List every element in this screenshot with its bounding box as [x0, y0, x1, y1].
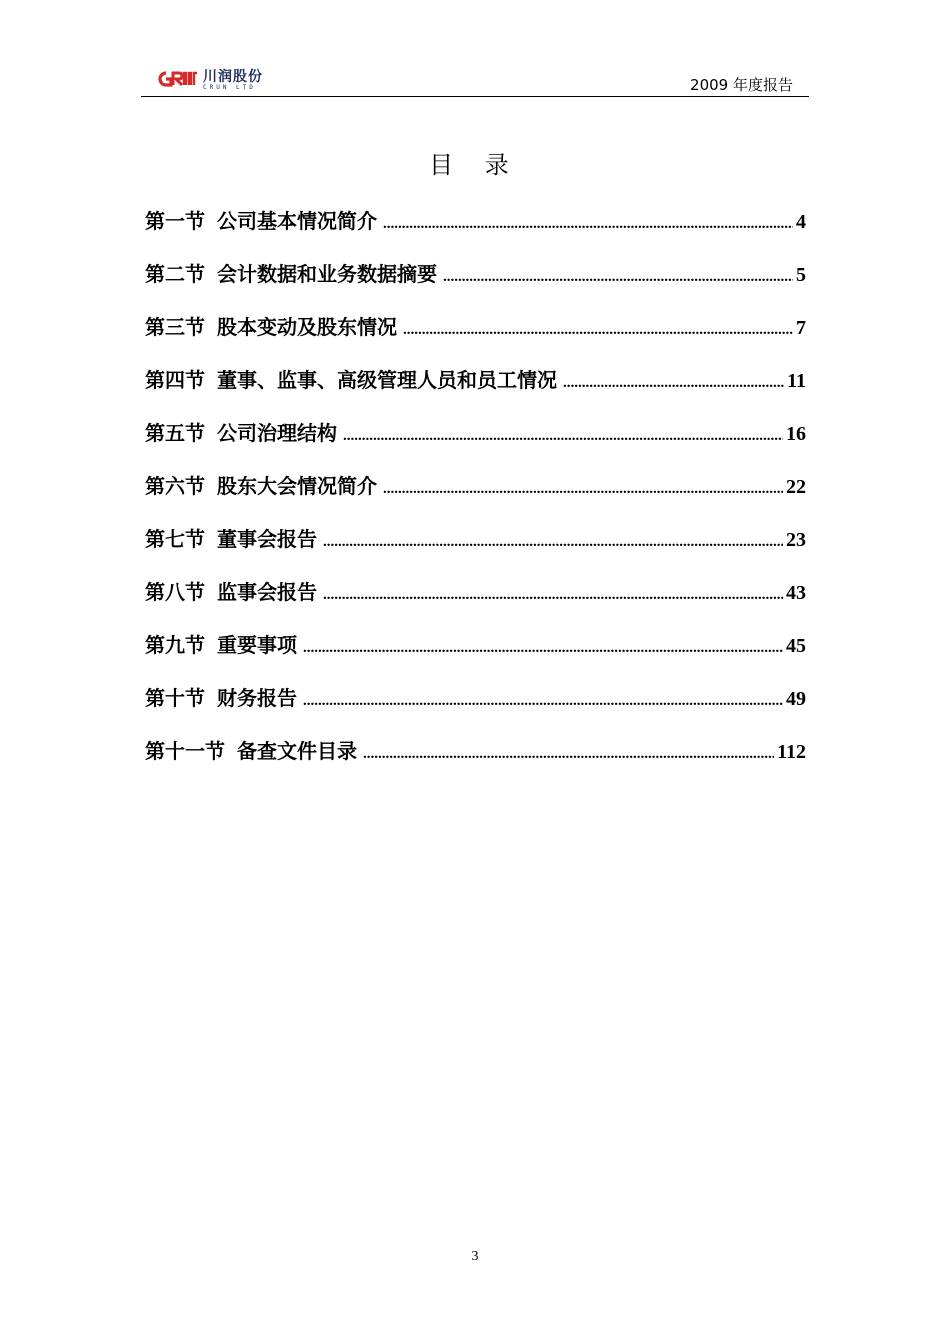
toc-section-title: 监事会报告 — [217, 580, 317, 604]
toc-entry[interactable] — [145, 523, 806, 576]
toc-section-title: 董事、监事、高级管理人员和员工情况 — [217, 368, 557, 392]
toc-section-title: 公司治理结构 — [217, 421, 337, 445]
toc-leader-dots — [383, 481, 783, 498]
toc-leader-dots — [383, 216, 793, 233]
toc-heading: 目 录 — [429, 151, 521, 179]
table-of-contents — [145, 205, 806, 788]
toc-leader-dots — [323, 587, 783, 604]
page-header — [141, 66, 809, 97]
toc-section-title: 公司基本情况简介 — [217, 209, 377, 233]
toc-entry[interactable] — [145, 470, 806, 523]
company-logo — [157, 70, 263, 90]
toc-leader-dots — [403, 322, 793, 339]
toc-section-title: 股东大会情况简介 — [217, 474, 377, 498]
toc-section-number: 第四节 — [145, 368, 205, 392]
toc-page-number: 112 — [777, 741, 806, 763]
logo-chinese-name: 川润股份 — [203, 69, 263, 85]
toc-entry[interactable] — [145, 576, 806, 629]
toc-section-title: 财务报告 — [217, 686, 297, 710]
toc-section-number: 第三节 — [145, 315, 205, 339]
toc-page-number: 43 — [786, 582, 806, 604]
toc-leader-dots — [563, 375, 784, 392]
toc-entry[interactable] — [145, 629, 806, 682]
toc-page-number: 23 — [786, 529, 806, 551]
toc-page-number: 4 — [796, 211, 806, 233]
toc-section-title: 备查文件目录 — [237, 739, 357, 763]
toc-page-number: 7 — [796, 317, 806, 339]
toc-page-number: 22 — [786, 476, 806, 498]
toc-section-number: 第十一节 — [145, 739, 225, 763]
toc-leader-dots — [363, 746, 774, 763]
logo-english-name: CRUN LTD — [203, 84, 256, 91]
toc-leader-dots — [303, 640, 783, 657]
toc-section-number: 第六节 — [145, 474, 205, 498]
toc-section-number: 第二节 — [145, 262, 205, 286]
toc-page-number: 11 — [787, 370, 806, 392]
toc-entry[interactable] — [145, 735, 806, 788]
toc-section-title: 董事会报告 — [217, 527, 317, 551]
toc-section-number: 第五节 — [145, 421, 205, 445]
toc-section-title: 重要事项 — [217, 633, 297, 657]
toc-entry[interactable] — [145, 311, 806, 364]
toc-page-number: 5 — [796, 264, 806, 286]
toc-leader-dots — [323, 534, 783, 551]
toc-section-number: 第十节 — [145, 686, 205, 710]
toc-entry[interactable] — [145, 258, 806, 311]
toc-section-number: 第七节 — [145, 527, 205, 551]
toc-section-title: 股本变动及股东情况 — [217, 315, 397, 339]
toc-page-number: 45 — [786, 635, 806, 657]
crun-logo-icon — [157, 70, 199, 88]
toc-entry[interactable] — [145, 205, 806, 258]
toc-section-number: 第九节 — [145, 633, 205, 657]
toc-section-number: 第一节 — [145, 209, 205, 233]
toc-section-number: 第八节 — [145, 580, 205, 604]
toc-page-number: 49 — [786, 688, 806, 710]
toc-entry[interactable] — [145, 682, 806, 735]
toc-leader-dots — [443, 269, 793, 286]
toc-section-title: 会计数据和业务数据摘要 — [217, 262, 437, 286]
toc-entry[interactable] — [145, 364, 806, 417]
report-title: 2009 年度报告 — [690, 76, 793, 94]
toc-entry[interactable] — [145, 417, 806, 470]
toc-page-number: 16 — [786, 423, 806, 445]
toc-leader-dots — [343, 428, 783, 445]
page-number: 3 — [471, 1249, 479, 1264]
toc-leader-dots — [303, 693, 783, 710]
